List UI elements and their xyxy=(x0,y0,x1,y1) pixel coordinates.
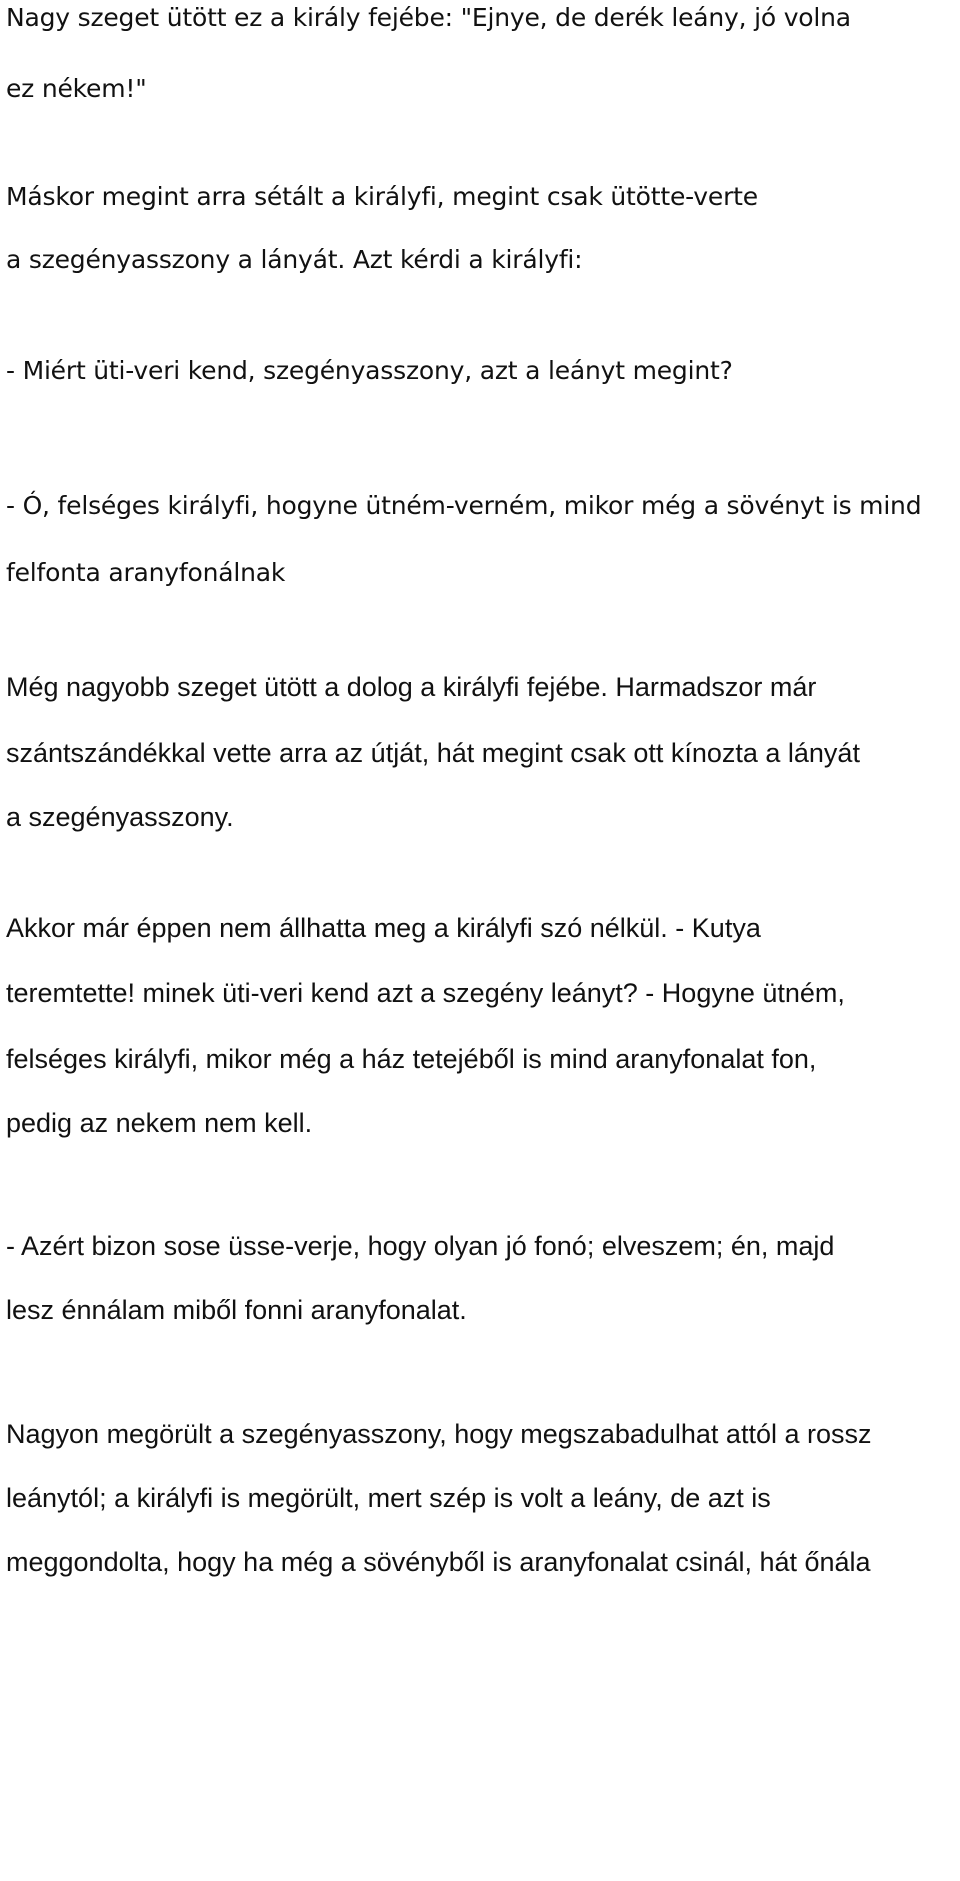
text-line: meggondolta, hogy ha még a sövényből is aranyfonalat csinál, hát őnála xyxy=(6,1547,871,1577)
text-line: pedig az nekem nem kell. xyxy=(6,1108,313,1138)
text-line: felfonta aranyfonálnak xyxy=(6,558,286,587)
text-line: ez nékem!" xyxy=(6,74,147,103)
text-line: - Ó, felséges királyfi, hogyne ütném-verném, mikor még a sövényt is mind xyxy=(6,491,922,520)
text-line: leánytól; a királyfi is megörült, mert szép is volt a leány, de azt is xyxy=(6,1483,771,1513)
text-line: teremtette! minek üti-veri kend azt a szegény leányt? - Hogyne ütném, xyxy=(6,978,845,1008)
text-line: szántszándékkal vette arra az útját, hát megint csak ott kínozta a lányát xyxy=(6,738,860,768)
text-line: Nagyon megörült a szegényasszony, hogy megszabadulhat attól a rossz xyxy=(6,1419,872,1449)
text-line: - Azért bizon sose üsse-verje, hogy olyan jó fonó; elveszem; én, majd xyxy=(6,1231,835,1261)
text-line: Még nagyobb szeget ütött a dolog a királyfi fejébe. Harmadszor már xyxy=(6,672,817,702)
text-line: Máskor megint arra sétált a királyfi, megint csak ütötte-verte xyxy=(6,182,758,211)
text-line: - Miért üti-veri kend, szegényasszony, azt a leányt megint? xyxy=(6,356,733,385)
text-line: Nagy szeget ütött ez a király fejébe: "Ejnye, de derék leány, jó volna xyxy=(6,3,851,32)
text-line: Akkor már éppen nem állhatta meg a királyfi szó nélkül. - Kutya xyxy=(6,913,761,943)
text-line: lesz énnálam miből fonni aranyfonalat. xyxy=(6,1295,467,1325)
text-line: a szegényasszony a lányát. Azt kérdi a királyfi: xyxy=(6,245,583,274)
text-line: felséges királyfi, mikor még a ház tetejéből is mind aranyfonalat fon, xyxy=(6,1044,817,1074)
text-line: a szegényasszony. xyxy=(6,802,234,832)
